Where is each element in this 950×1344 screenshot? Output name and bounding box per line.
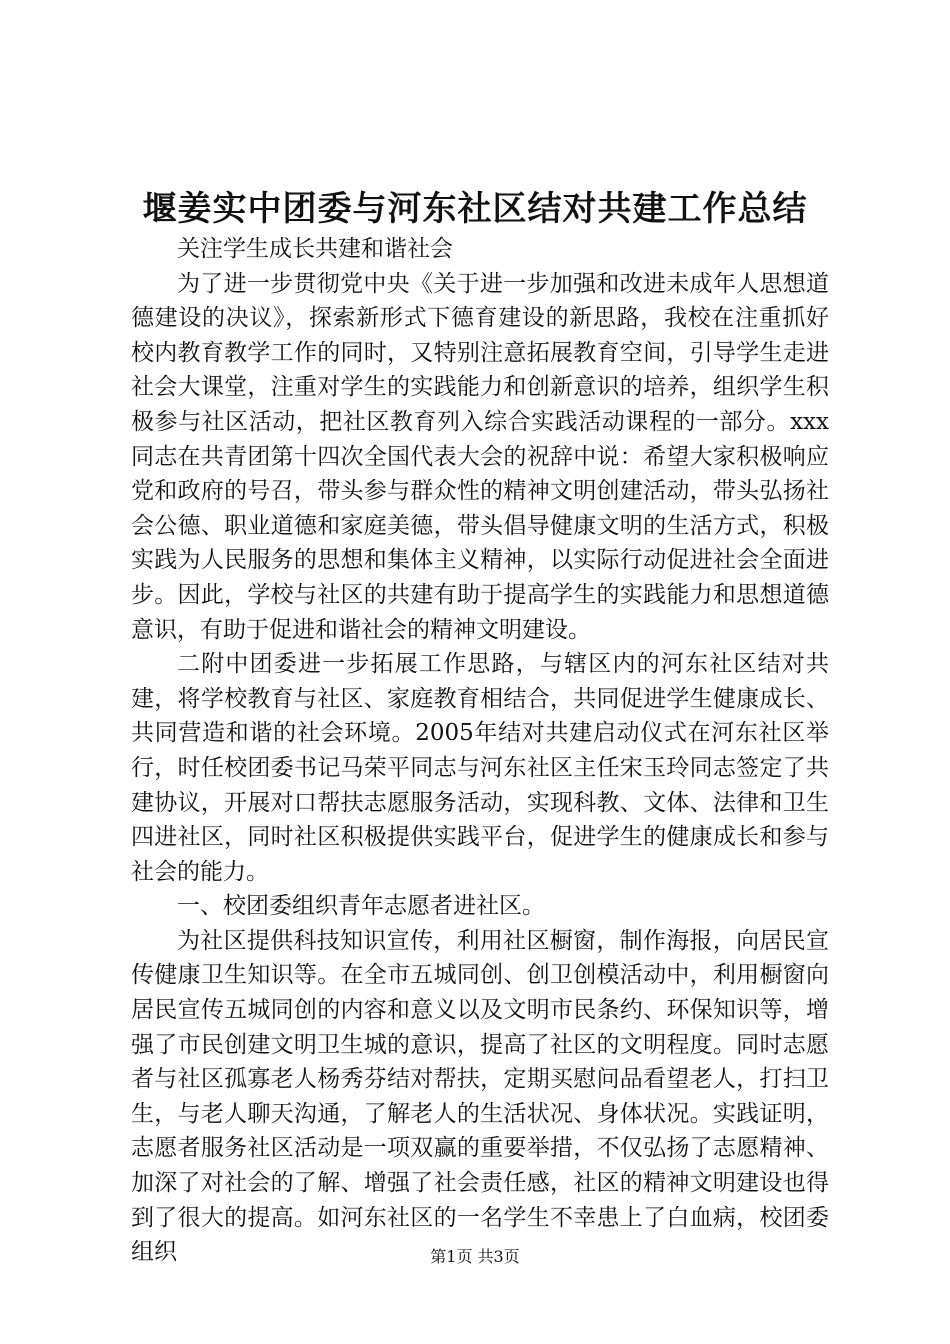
body-paragraph: 为了进一步贯彻党中央《关于进一步加强和改进未成年人思想道德建设的决议》，探索新形式下德育建设的新思路，我校在注重抓好校内教育教学工作的同时，又特别注意拓展教育空间，引导学生走进社会大课堂，注重对学生的实践能力和创新意识的培养，组织学生积极参与社区活动，把社区教育列入综合实践活动课程的一部分。xxx同志在共青团第十四次全国代表大会的祝辞中说：希望大家积极响应党和政府的号召，带头参与群众性的精神文明创建活动，带头弘扬社会公德、职业道德和家庭美德，带头倡导健康文明的生活方式，积极实践为人民服务的思想和集体主义精神，以实际行动促进社会全面进步。因此，学校与社区的共建有助于提高学生的实践能力和思想道德意识，有助于促进和谐社会的精神文明建设。	[131, 270, 829, 643]
document-title: 堰姜实中团委与河东社区结对共建工作总结	[142, 189, 808, 229]
document-body	[131, 232, 829, 1270]
subtitle-paragraph: 关注学生成长共建和谐社会	[177, 236, 453, 262]
body-paragraph: 二附中团委进一步拓展工作思路，与辖区内的河东社区结对共建，将学校教育与社区、家庭教育相结合，共同促进学生健康成长、共同营造和谐的社会环境。2005年结对共建启动仪式在河东社区举行，时任校团委书记马荣平同志与河东社区主任宋玉玲同志签定了共建协议，开展对口帮扶志愿服务活动，实现科教、文体、法律和卫生四进社区，同时社区积极提供实践平台，促进学生的健康成长和参与社会的能力。	[131, 651, 829, 885]
body-paragraph: 为社区提供科技知识宣传，利用社区橱窗，制作海报，向居民宣传健康卫生知识等。在全市五城同创、创卫创模活动中，利用橱窗向居民宣传五城同创的内容和意义以及文明市民条约、环保知识等，增强了市民创建文明卫生城的意识，提高了社区的文明程度。同时志愿者与社区孤寡老人杨秀芬结对帮扶，定期买慰问品看望老人，打扫卫生，与老人聊天沟通，了解老人的生活状况、身体状况。实践证明，志愿者服务社区活动是一项双赢的重要举措，不仅弘扬了志愿精神、加深了对社会的了解、增强了社会责任感，社区的精神文明建设也得到了很大的提高。如河东社区的一名学生不幸患上了白血病，校团委组织	[131, 927, 829, 1266]
page-footer: 第1页 共3页	[430, 1247, 520, 1266]
section-heading: 一、校团委组织青年志愿者进社区。	[177, 893, 545, 920]
